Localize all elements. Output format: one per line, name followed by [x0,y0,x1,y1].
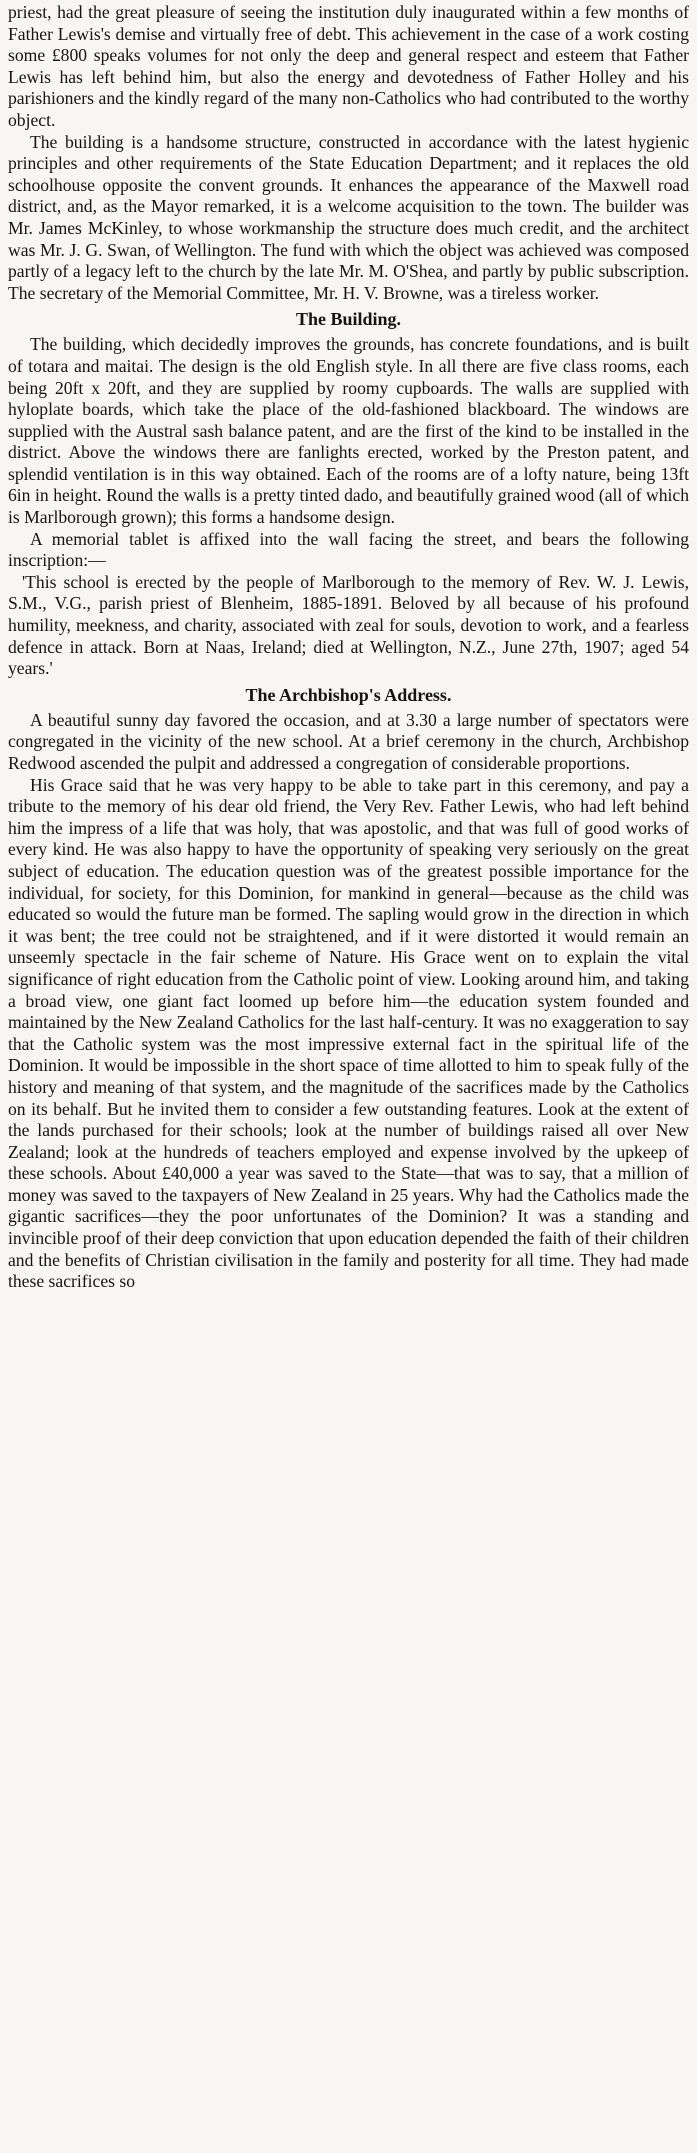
heading-archbishops-address: The Archbishop's Address. [245,684,452,705]
paragraph-ceremony: A beautiful sunny day favored the occasion, and at 3.30 a large number of spectators were congregated in the vicinity of the new school. At a brief ceremony in the church, Archbishop Redwood ascended the pulpit and addressed a congregation of considerable proportions. [8,709,689,773]
paragraph-building-details: The building, which decidedly improves the grounds, has concrete foundations, and is built of totara and maitai. The design is the old English style. In all there are five class rooms, each being 20ft x 20ft, and they are supplied by roomy cupboards. The walls are supplied with hyloplate boards, which take the place of the old-fashioned blackboard. The windows are supplied with the Austral sash balance patent, and are the first of the kind to be installed in the district. Above the windows there are fanlights erected, worked by the Preston patent, and splendid ventilation is in this way obtained. Each of the rooms are of a lofty nature, being 13ft 6in in height. Round the walls is a pretty tinted dado, and beautifully grained wood (all of which is Marlborough grown); this forms a handsome design. [8,334,689,528]
paragraph-building-description: The building is a handsome structure, constructed in accordance with the latest hygienic principles and other requirements of the State Education Department; and it replaces the old schoolhouse opposite the convent grounds. It enhances the appearance of the Maxwell road district, and, as the Mayor remarked, it is a welcome acquisition to the town. The builder was Mr. James McKinley, to whose workmanship the structure does much credit, and the architect was Mr. J. G. Swan, of Wellington. The fund with which the object was achieved was composed partly of a legacy left to the church by the late Mr. M. O'Shea, and partly by public subscription. The secretary of the Memorial Committee, Mr. H. V. Browne, was a tireless worker. [8,131,689,303]
memorial-inscription: 'This school is erected by the people of Marlborough to the memory of Rev. W. J. Lewis, S.M., V.G., parish priest of Blenheim, 1885-1891. Beloved by all because of his profound humility, meekness, and charity, associated with zeal for souls, devotion to work, and a fearless defence in attack. Born at Naas, Ireland; died at Wellington, N.Z., June 27th, 1907; aged 54 years.' [8,571,689,679]
heading-the-building: The Building. [295,309,402,330]
paragraph-memorial-tablet: A memorial tablet is affixed into the wall facing the street, and bears the following inscription:— [8,528,689,571]
paragraph-address-body: His Grace said that he was very happy to be able to take part in this ceremony, and pay a tribute to the memory of his dear old friend, the Very Rev. Father Lewis, who had left behind him the impress of a life that was holy, that was apostolic, and that was full of good works of every kind. He was also happy to have the opportunity of speaking very seriously on the great subject of education. The education question was of the greatest possible importance for the individual, for society, for this Dominion, for mankind in general—because as the child was educated so would the future man be formed. The sapling would grow in the direction in which it was bent; the tree could not be straightened, and if it were distorted it would remain an unseemly spectacle in the fair scheme of Nature. His Grace went on to explain the vital significance of right education from the Catholic point of view. Looking around him, and taking a broad view, one giant fact loomed up before him—the education system founded and maintained by the New Zealand Catholics for the last half-century. It was no exaggeration to say that the Catholic system was the most impressive external fact in the spiritual life of the Dominion. It would be impossible in the short space of time allotted to him to speak fully of the history and meaning of that system, and the magnitude of the sacrifices made by the Catholics on its behalf. But he invited them to consider a few outstanding features. Look at the extent of the lands purchased for their schools; look at the number of buildings raised all over New Zealand; look at the hundreds of teachers employed and expense involved by the upkeep of these schools. About £40,000 a year was saved to the State—that was to say, that a million of money was saved to the taxpayers of New Zealand in 25 years. Why had the Catholics made the gigantic sacrifices—they the poor unfortunates of the Dominion? It was a standing and invincible proof of their deep conviction that upon education depended the faith of their children and the benefits of Christian civilisation in the family and posterity for all time. They had made these sacrifices so [8,774,689,1292]
paragraph-opening: priest, had the great pleasure of seeing the institution duly inaugurated within a few months of Father Lewis's demise and virtually free of debt. This achievement in the case of a work costing some £800 speaks volumes for not only the deep and general respect and esteem that Father Lewis has left behind him, but also the energy and devotedness of Father Holley and his parishioners and the kindly regard of the many non-Catholics who had contributed to the worthy object. [8,2,689,130]
